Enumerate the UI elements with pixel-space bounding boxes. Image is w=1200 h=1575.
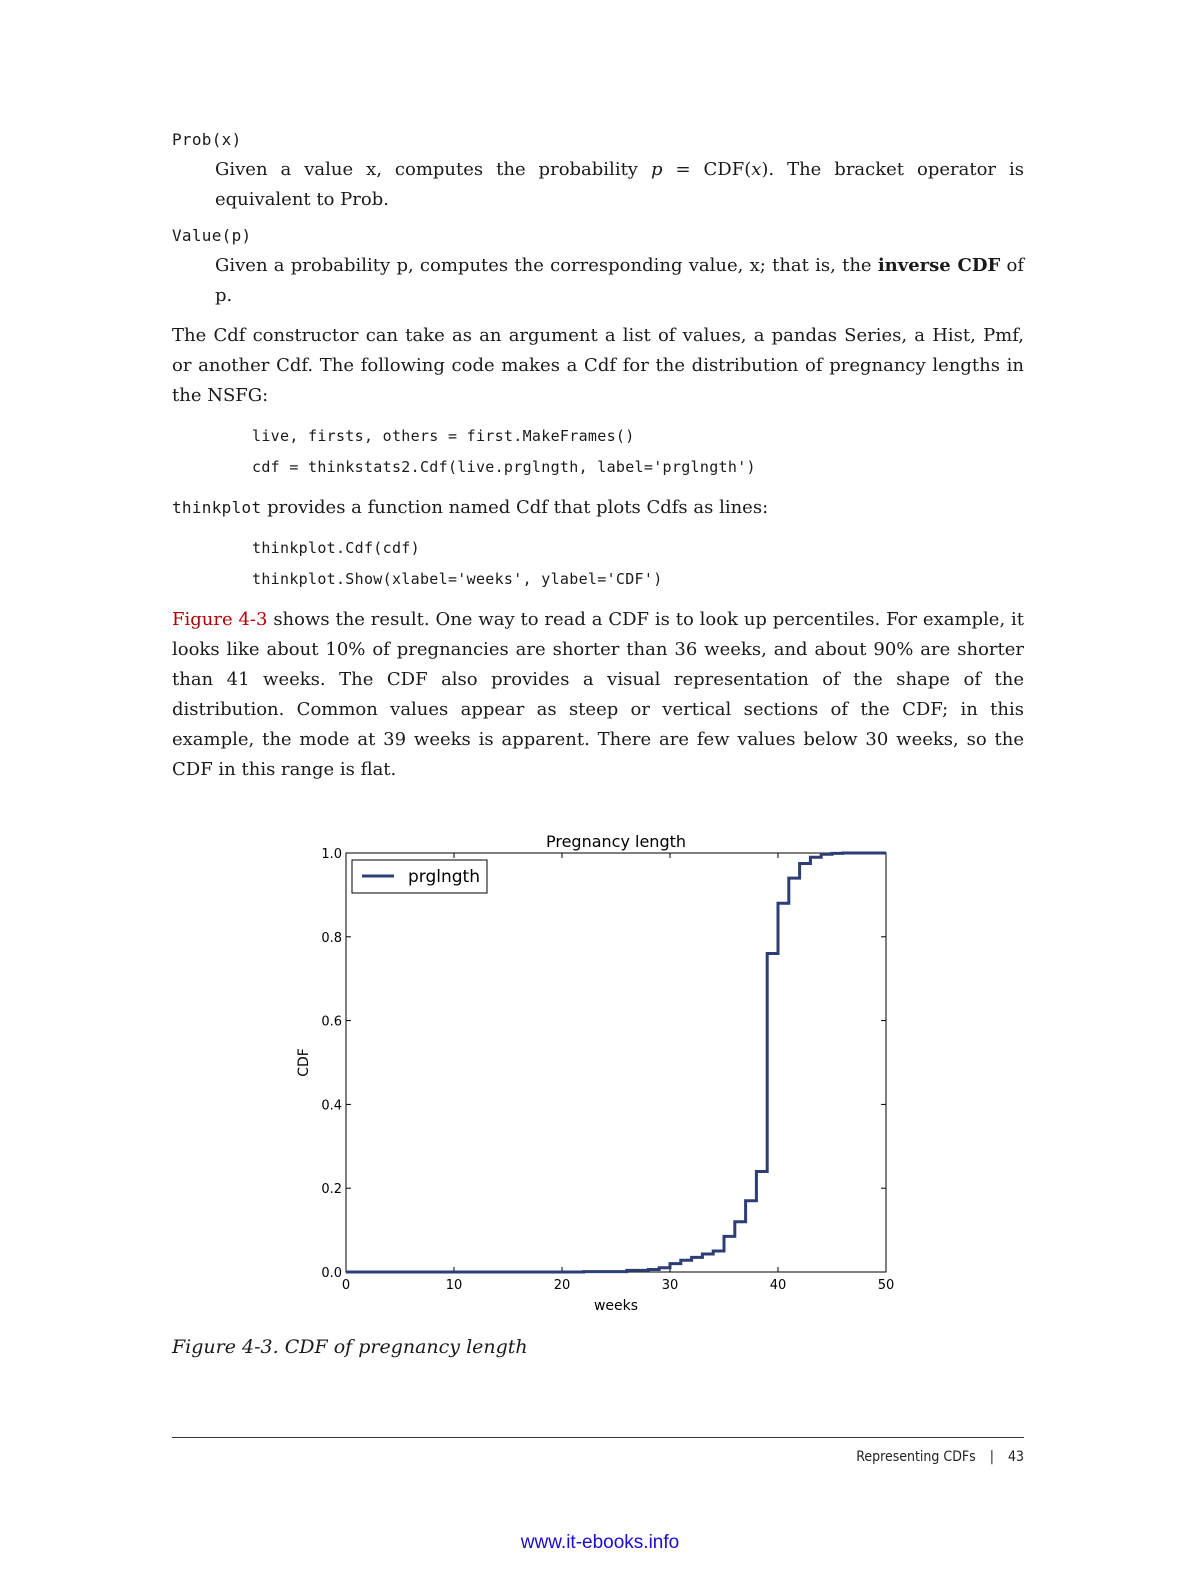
figure-caption: Figure 4-3. CDF of pregnancy length — [172, 1336, 528, 1358]
code-block-2 — [252, 533, 1024, 595]
footer-section: Representing CDFs — [856, 1449, 976, 1465]
method-term-prob: Prob(x) — [172, 130, 242, 149]
desc-prob-part: ). The bracket operator is equivalent to Prob. — [215, 159, 1024, 210]
x-tick-label: 50 — [877, 1278, 895, 1293]
paragraph-cdf-constructor: The Cdf constructor can take as an argument a list of values, a pandas Series, a Hist, Pmf, or another Cdf. The following code makes a Cdf for the distribution of pregnancy lengths in the NSFG: — [172, 325, 1024, 406]
paragraph-thinkplot-text: provides a function named Cdf that plots Cdfs as lines: — [261, 497, 769, 518]
footer-rule — [172, 1437, 1024, 1438]
y-tick-label: 0.6 — [321, 1014, 342, 1030]
desc-value-bold: inverse CDF — [877, 255, 1001, 276]
y-tick-label: 0.2 — [321, 1182, 342, 1198]
watermark-link[interactable]: www.it-ebooks.info — [520, 1532, 680, 1553]
desc-value-after: of p. — [215, 255, 1024, 306]
y-axis-label: CDF — [296, 1048, 312, 1077]
paragraph-figure-text: shows the result. One way to read a CDF is to look up percentiles. For example, it looks like about 10% of pregnancies are shorter than 36 weeks, and about 90% are shorter than 41 weeks. The CDF also provides a visual representation of the shape of the distribution. Common values appear as steep or vertical sections of the CDF; in this example, the mode at 39 weeks is apparent. There are few values below 30 weeks, so the CDF in this range is flat. — [172, 609, 1025, 780]
code-line: thinkplot.Show(xlabel='weeks', ylabel='CDF') — [252, 570, 663, 588]
plot-area — [346, 853, 886, 1272]
method-desc-value — [215, 251, 1024, 311]
method-term-value: Value(p) — [172, 226, 252, 245]
figure-link[interactable]: Figure 4-3 — [172, 609, 268, 630]
x-tick-label: 30 — [661, 1278, 679, 1293]
y-tick-label: 0.0 — [321, 1266, 342, 1281]
desc-prob-part: Given a value x, computes the probability — [215, 159, 651, 180]
cdf-chart-svg — [280, 820, 920, 1325]
y-tick-label: 1.0 — [321, 847, 342, 862]
desc-prob-part: = CDF( — [662, 159, 752, 180]
y-tick-label: 0.4 — [321, 1098, 342, 1114]
desc-prob-var-p: p — [650, 159, 663, 180]
chart-title: Pregnancy length — [545, 832, 687, 851]
footer-page-number: 43 — [1007, 1449, 1024, 1465]
method-desc-prob — [215, 155, 1024, 215]
footer-separator: | — [989, 1449, 994, 1465]
page-body — [172, 125, 1024, 785]
x-axis-label: weeks — [593, 1298, 639, 1314]
y-tick-label: 0.8 — [321, 930, 342, 946]
x-tick-label: 20 — [553, 1278, 571, 1293]
x-tick-label: 40 — [769, 1278, 787, 1293]
x-tick-label: 10 — [445, 1278, 463, 1293]
legend-label: prglngth — [408, 867, 481, 887]
paragraph-figure-discussion — [172, 605, 1024, 785]
x-tick-label: 0 — [341, 1278, 351, 1293]
desc-prob-var-x: x — [751, 159, 762, 180]
code-line: thinkplot.Cdf(cdf) — [252, 539, 420, 557]
cdf-chart — [280, 820, 920, 1325]
code-line: live, firsts, others = first.MakeFrames() — [252, 427, 635, 445]
paragraph-thinkplot — [172, 493, 1024, 523]
code-line: cdf = thinkstats2.Cdf(live.prglngth, label='prglngth') — [252, 458, 756, 476]
desc-value-before: Given a probability p, computes the corresponding value, x; that is, the — [215, 255, 878, 276]
code-block-1 — [252, 421, 1024, 483]
inline-code-thinkplot: thinkplot — [172, 498, 262, 517]
page-footer — [856, 1449, 1024, 1465]
